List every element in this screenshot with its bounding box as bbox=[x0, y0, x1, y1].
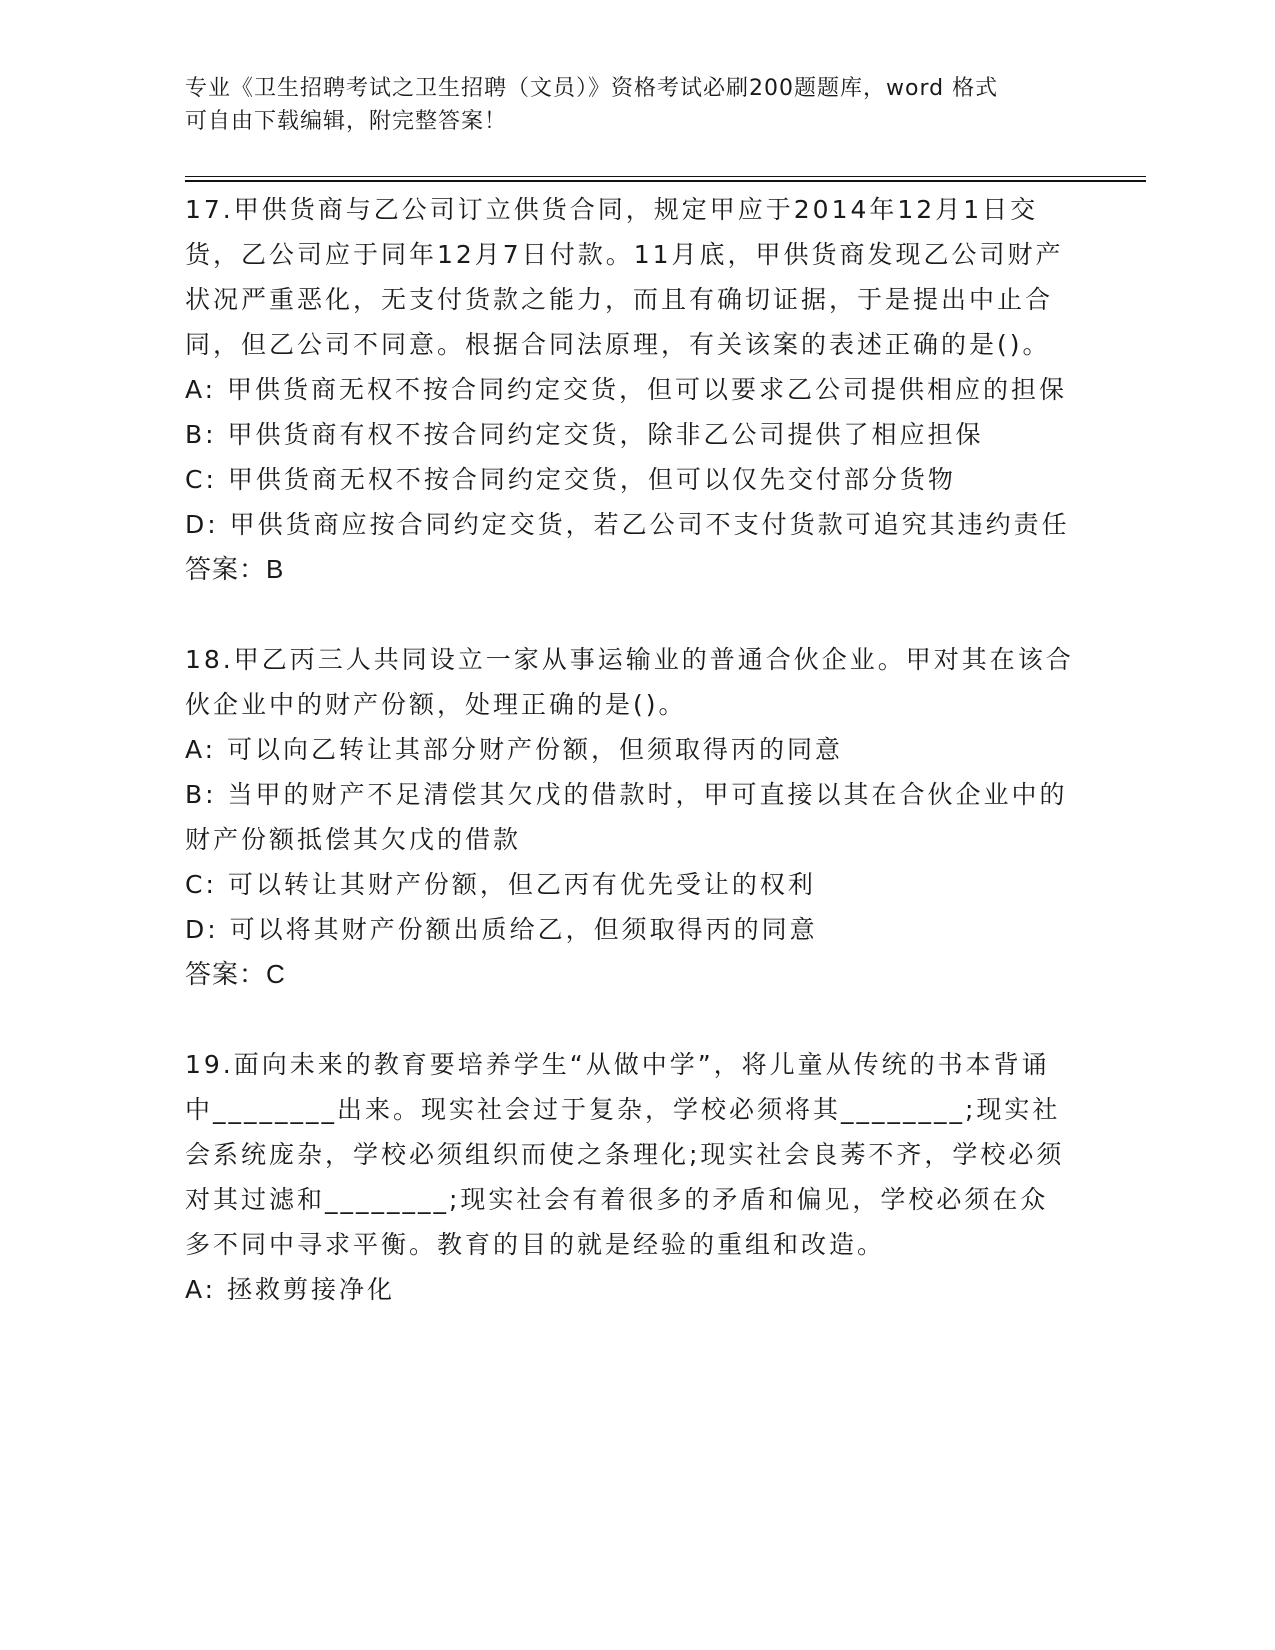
option-c: C: 可以转让其财产份额，但乙丙有优先受让的权利 bbox=[185, 870, 816, 899]
option-a: A: 可以向乙转让其部分财产份额，但须取得丙的同意 bbox=[185, 735, 844, 764]
question-list bbox=[185, 187, 1075, 1312]
option-b: B: 甲供货商有权不按合同约定交货，除非乙公司提供了相应担保 bbox=[185, 420, 984, 449]
question-stem: 17.甲供货商与乙公司订立供货合同，规定甲应于2014年12月1日交货，乙公司应于同年12月7日付款。11月底，甲供货商发现乙公司财产状况严重恶化，无支付货款之能力，而且有确切证据，于是提出中止合同，但乙公司不同意。根据合同法原理，有关该案的表述正确的是()。 bbox=[185, 195, 1064, 359]
option-c: C: 甲供货商无权不按合同约定交货，但可以仅先交付部分货物 bbox=[185, 465, 956, 494]
question-19 bbox=[185, 1042, 1075, 1312]
question-17 bbox=[185, 187, 1075, 592]
option-d: D: 可以将其财产份额出质给乙，但须取得丙的同意 bbox=[185, 915, 818, 944]
option-d: D: 甲供货商应按合同约定交货，若乙公司不支付货款可追究其违约责任 bbox=[185, 510, 1070, 539]
document-header bbox=[185, 72, 1085, 138]
question-stem: 18.甲乙丙三人共同设立一家从事运输业的普通合伙企业。甲对其在该合伙企业中的财产份额，处理正确的是()。 bbox=[185, 645, 1074, 719]
option-a: A: 甲供货商无权不按合同约定交货，但可以要求乙公司提供相应的担保 bbox=[185, 375, 1068, 404]
header-title-line-2: 可自由下载编辑，附完整答案！ bbox=[185, 109, 508, 134]
question-18 bbox=[185, 637, 1075, 997]
spacer bbox=[185, 997, 1075, 1042]
header-divider-thick bbox=[185, 180, 1146, 182]
option-a: A: 拯救剪接净化 bbox=[185, 1275, 396, 1304]
header-divider-thin bbox=[185, 176, 1146, 177]
answer-text: 答案：C bbox=[185, 959, 286, 989]
option-b: B: 当甲的财产不足清偿其欠戊的借款时，甲可直接以其在合伙企业中的财产份额抵偿其欠戊的借款 bbox=[185, 780, 1068, 854]
answer-text: 答案：B bbox=[185, 554, 285, 584]
header-title-line-1: 专业《卫生招聘考试之卫生招聘（文员）》资格考试必刷200题题库，word 格式 bbox=[185, 76, 999, 101]
question-stem: 19.面向未来的教育要培养学生“从做中学”，将儿童从传统的书本背诵中________出来。现实社会过于复杂，学校必须将其________;现实社会系统庞杂，学校必须组织而使之条理化;现实社会良莠不齐，学校必须对其过滤和________;现实社会有着很多的矛盾和偏见，学校必须在众多不同中寻求平衡。教育的目的就是经验的重组和改造。 bbox=[185, 1050, 1065, 1259]
spacer bbox=[185, 592, 1075, 637]
